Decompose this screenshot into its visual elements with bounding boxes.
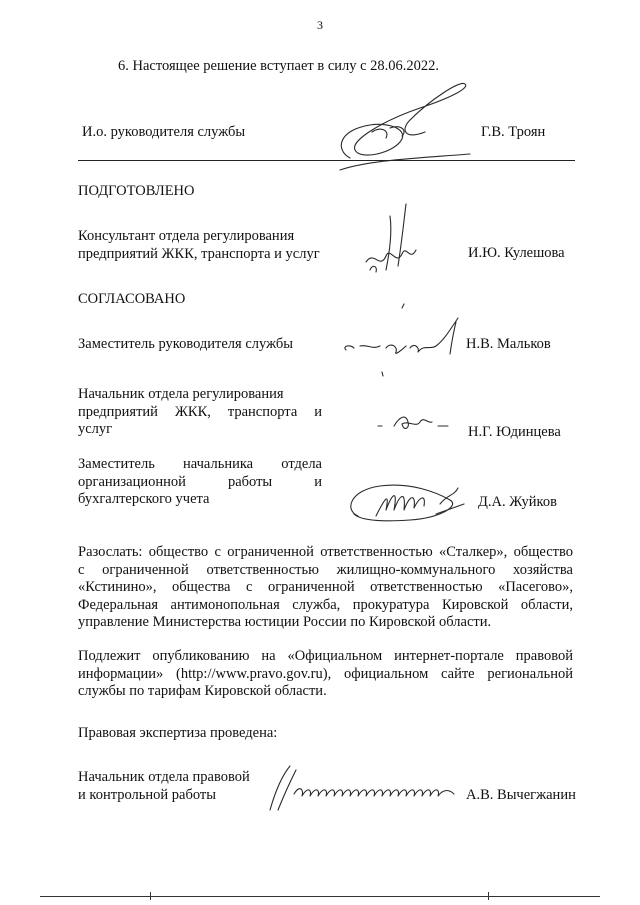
signer-1-signature [340, 300, 470, 380]
publication-line: Подлежит опубликованию на «Официальном интернет-портале правовой [78, 648, 573, 664]
bottom-tick [488, 892, 489, 900]
distribution-line: управление Министерства юстиции России по Кировской области. [78, 614, 492, 630]
signer-3-position-line: организационной работы и [78, 473, 322, 490]
head-name: Г.В. Троян [481, 124, 546, 140]
signer-3-signature [340, 470, 470, 530]
head-position: И.о. руководителя службы [82, 124, 246, 140]
page-number: 3 [317, 18, 323, 32]
signer-3-position [78, 456, 322, 509]
signer-2-position-line: Начальник отдела регулирования [78, 386, 284, 402]
signer-3-position-line: Заместитель начальника отдела [78, 456, 322, 472]
prepared-signature [360, 200, 430, 280]
distribution-line: Федеральная антимонопольная служба, прокуратура Кировской области, [78, 596, 573, 613]
distribution-line: с ограниченной ответственностью жилищно-коммунального хозяйства [78, 561, 573, 578]
legal-position [78, 768, 250, 804]
signer-2-signature [376, 408, 456, 438]
prepared-position-line: предприятий ЖКК, транспорта и услуг [78, 246, 320, 262]
legal-signature [250, 760, 465, 820]
publication-line: информации» (http://www.pravo.gov.ru), официальном сайте региональной [78, 665, 573, 682]
distribution-list [78, 544, 573, 632]
signer-1-position: Заместитель руководителя службы [78, 336, 294, 352]
distribution-line: «Кстинино», общества с ограниченной ответственностью «Пасегово», [78, 579, 573, 595]
prepared-heading: ПОДГОТОВЛЕНО [78, 183, 195, 199]
signer-1-name: Н.В. Мальков [466, 336, 551, 352]
signer-2-position-line: услуг [78, 421, 113, 437]
prepared-name: И.Ю. Кулешова [468, 245, 565, 261]
signer-2-position-line: предприятий ЖКК, транспорта и [78, 403, 322, 420]
agreed-heading: СОГЛАСОВАНО [78, 291, 186, 307]
distribution-line: Разослать: общество с ограниченной ответственностью «Сталкер», общество [78, 544, 573, 560]
decision-effective-date: 6. Настоящее решение вступает в силу с 28.06.2022. [118, 58, 440, 74]
bottom-tick [150, 892, 151, 900]
legal-name: А.В. Вычегжанин [466, 787, 576, 803]
signer-3-name: Д.А. Жуйков [478, 494, 557, 510]
prepared-position-line: Консультант отдела регулирования [78, 228, 295, 244]
publication-line: службы по тарифам Кировской области. [78, 683, 327, 699]
legal-position-line: и контрольной работы [78, 787, 216, 803]
publication-note [78, 648, 573, 701]
signoff-divider [78, 160, 575, 161]
legal-review-note: Правовая экспертиза проведена: [78, 725, 278, 741]
signer-2-name: Н.Г. Юдинцева [468, 424, 561, 440]
prepared-position [78, 227, 320, 263]
legal-position-line: Начальник отдела правовой [78, 769, 250, 785]
bottom-border [40, 896, 600, 897]
head-signature [330, 80, 480, 180]
signer-2-position [78, 386, 322, 439]
signer-3-position-line: бухгалтерского учета [78, 491, 210, 507]
